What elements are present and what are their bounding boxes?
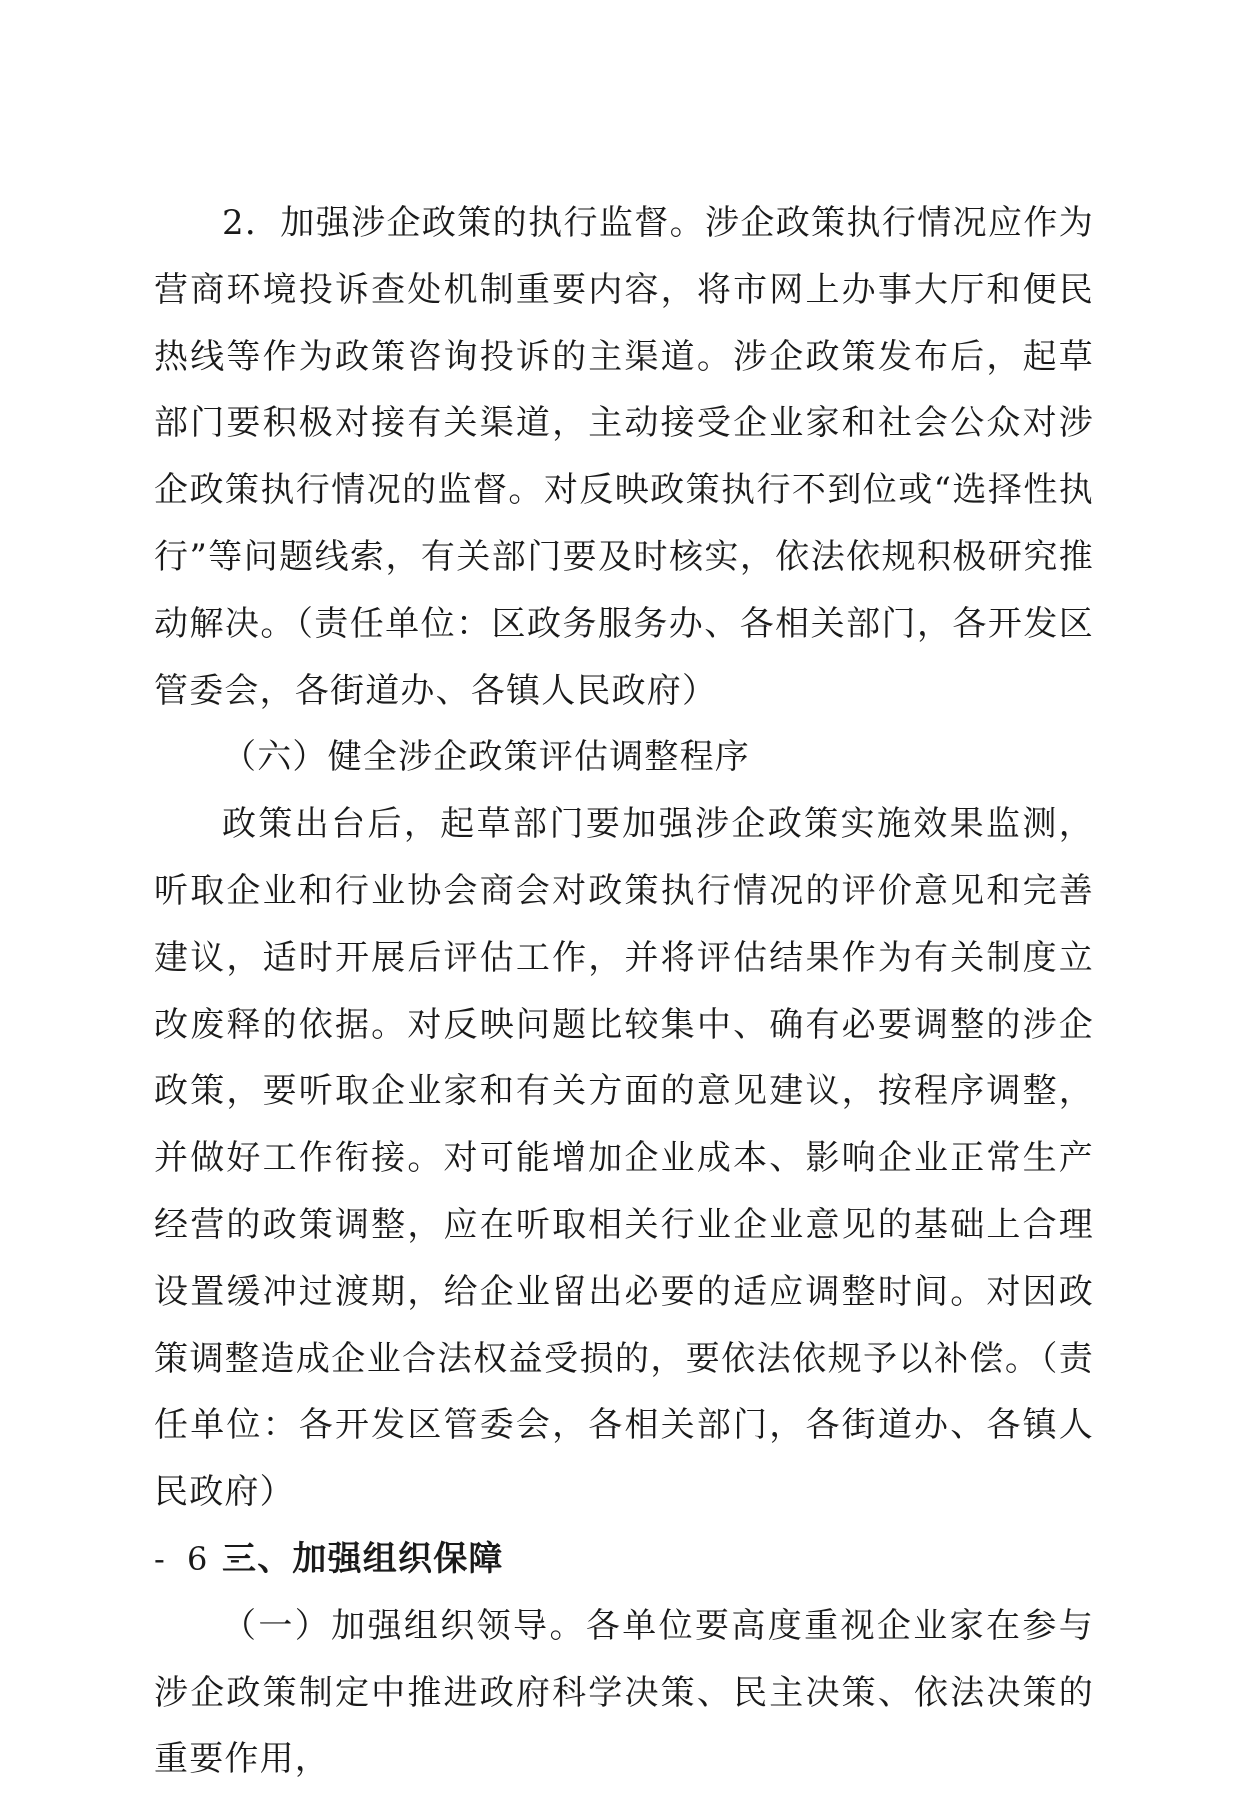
document-page [154,190,1094,1780]
section-heading-policy-evaluation: （六）健全涉企政策评估调整程序 [222,737,750,778]
paragraph-organization-leadership: （一）加强组织领导。各单位要高度重视企业家在参与涉企政策制定中推进政府科学决策、民主决策、依法决策的重要作用， [154,1605,1094,1780]
section-heading-organization: 三、加强组织保障 [222,1538,504,1579]
paragraph-policy-evaluation: 政策出台后，起草部门要加强涉企政策实施效果监测，听取企业和行业协会商会对政策执行情况的评价意见和完善建议，适时开展后评估工作，并将评估结果作为有关制度立改废释的依据。对反映问题比较集中、确有必要调整的涉企政策，要听取企业家和有关方面的意见建议，按程序调整，并做好工作衔接。对可能增加企业成本、影响企业正常生产经营的政策调整，应在听取相关行业企业意见的基础上合理设置缓冲过渡期，给企业留出必要的适应调整时间。对因政策调整造成企业合法权益受损的，要依法依规予以补偿。（责任单位：各开发区管委会，各相关部门，各街道办、各镇人民政府） [154,804,1094,1513]
paragraph-execution-supervision: 2．加强涉企政策的执行监督。涉企政策执行情况应作为营商环境投诉查处机制重要内容，将市网上办事大厅和便民热线等作为政策咨询投诉的主渠道。涉企政策发布后，起草部门要积极对接有关渠道，主动接受企业家和社会公众对涉企政策执行情况的监督。对反映政策执行不到位或“选择性执行”等问题线索，有关部门要及时核实，依法依规积极研究推动解决。（责任单位：区政务服务办、各相关部门，各开发区管委会，各街道办、各镇人民政府） [154,203,1094,711]
page-number: - 6 - [154,1540,247,1578]
